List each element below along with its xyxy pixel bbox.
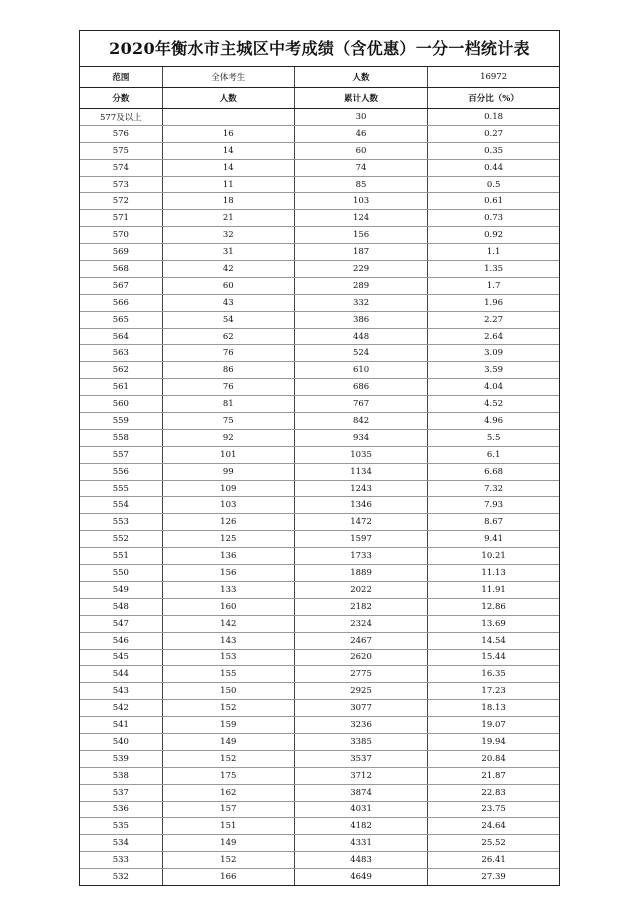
column-header-cumulative: 累计人数 xyxy=(294,88,427,109)
cell-count: 14 xyxy=(162,142,294,159)
cell-score: 569 xyxy=(80,244,162,261)
cell-score: 558 xyxy=(80,429,162,446)
table-row xyxy=(80,666,559,683)
cell-cumulative: 229 xyxy=(294,261,427,278)
cell-count: 175 xyxy=(162,767,294,784)
cell-cumulative: 60 xyxy=(294,142,427,159)
cell-cumulative: 1597 xyxy=(294,531,427,548)
cell-percent: 0.27 xyxy=(428,125,559,142)
count-label: 人数 xyxy=(294,67,427,88)
cell-count: 60 xyxy=(162,277,294,294)
cell-count: 166 xyxy=(162,869,294,885)
cell-score: 556 xyxy=(80,463,162,480)
cell-cumulative: 4182 xyxy=(294,818,427,835)
cell-percent: 24.64 xyxy=(428,818,559,835)
cell-cumulative: 2182 xyxy=(294,598,427,615)
cell-score: 555 xyxy=(80,480,162,497)
cell-cumulative: 30 xyxy=(294,109,427,126)
table-row xyxy=(80,446,559,463)
cell-count: 160 xyxy=(162,598,294,615)
cell-count: 16 xyxy=(162,125,294,142)
table-row xyxy=(80,767,559,784)
table-row xyxy=(80,362,559,379)
cell-percent: 22.83 xyxy=(428,784,559,801)
table-row xyxy=(80,683,559,700)
table-row xyxy=(80,548,559,565)
header-row xyxy=(80,88,559,109)
cell-cumulative: 3537 xyxy=(294,750,427,767)
cell-count: 149 xyxy=(162,835,294,852)
cell-cumulative: 4331 xyxy=(294,835,427,852)
cell-count: 156 xyxy=(162,565,294,582)
cell-percent: 25.52 xyxy=(428,835,559,852)
cell-count: 31 xyxy=(162,244,294,261)
table-row xyxy=(80,801,559,818)
cell-percent: 0.92 xyxy=(428,227,559,244)
cell-cumulative: 1346 xyxy=(294,497,427,514)
score-table xyxy=(80,67,559,885)
cell-count: 151 xyxy=(162,818,294,835)
cell-cumulative: 3236 xyxy=(294,717,427,734)
cell-cumulative: 3712 xyxy=(294,767,427,784)
table-row xyxy=(80,835,559,852)
cell-count: 81 xyxy=(162,396,294,413)
table-row xyxy=(80,125,559,142)
cell-percent: 1.35 xyxy=(428,261,559,278)
cell-cumulative: 2467 xyxy=(294,632,427,649)
cell-count: 162 xyxy=(162,784,294,801)
table-row xyxy=(80,176,559,193)
cell-cumulative: 289 xyxy=(294,277,427,294)
cell-count: 11 xyxy=(162,176,294,193)
cell-count: 152 xyxy=(162,750,294,767)
cell-score: 541 xyxy=(80,717,162,734)
range-value: 全体考生 xyxy=(162,67,294,88)
cell-count: 142 xyxy=(162,615,294,632)
cell-count: 152 xyxy=(162,700,294,717)
cell-score: 577及以上 xyxy=(80,109,162,126)
cell-cumulative: 2620 xyxy=(294,649,427,666)
cell-score: 564 xyxy=(80,328,162,345)
cell-count: 149 xyxy=(162,733,294,750)
cell-score: 573 xyxy=(80,176,162,193)
cell-score: 576 xyxy=(80,125,162,142)
cell-cumulative: 85 xyxy=(294,176,427,193)
cell-count: 143 xyxy=(162,632,294,649)
cell-score: 559 xyxy=(80,413,162,430)
cell-cumulative: 1243 xyxy=(294,480,427,497)
cell-score: 575 xyxy=(80,142,162,159)
cell-count: 133 xyxy=(162,581,294,598)
table-row xyxy=(80,598,559,615)
cell-percent: 6.1 xyxy=(428,446,559,463)
table-row xyxy=(80,750,559,767)
table-row xyxy=(80,210,559,227)
table-row xyxy=(80,497,559,514)
cell-percent: 7.32 xyxy=(428,480,559,497)
cell-score: 570 xyxy=(80,227,162,244)
cell-percent: 0.5 xyxy=(428,176,559,193)
cell-score: 553 xyxy=(80,514,162,531)
cell-score: 538 xyxy=(80,767,162,784)
cell-cumulative: 187 xyxy=(294,244,427,261)
column-header-percent: 百分比（%） xyxy=(428,88,559,109)
cell-score: 543 xyxy=(80,683,162,700)
cell-cumulative: 2775 xyxy=(294,666,427,683)
cell-cumulative: 610 xyxy=(294,362,427,379)
table-body xyxy=(80,109,559,885)
cell-cumulative: 1134 xyxy=(294,463,427,480)
cell-score: 545 xyxy=(80,649,162,666)
cell-percent: 19.94 xyxy=(428,733,559,750)
cell-cumulative: 686 xyxy=(294,379,427,396)
table-row xyxy=(80,700,559,717)
table-row xyxy=(80,109,559,126)
cell-score: 557 xyxy=(80,446,162,463)
cell-cumulative: 332 xyxy=(294,294,427,311)
cell-score: 562 xyxy=(80,362,162,379)
table-row xyxy=(80,784,559,801)
meta-row xyxy=(80,67,559,88)
cell-count: 14 xyxy=(162,159,294,176)
cell-score: 554 xyxy=(80,497,162,514)
cell-cumulative: 1472 xyxy=(294,514,427,531)
cell-percent: 27.39 xyxy=(481,872,506,883)
table-row xyxy=(80,615,559,632)
cell-percent: 10.21 xyxy=(428,548,559,565)
cell-percent: 12.86 xyxy=(428,598,559,615)
cell-score: 552 xyxy=(80,531,162,548)
cell-count: 155 xyxy=(162,666,294,683)
cell-percent: 2.27 xyxy=(428,311,559,328)
cell-percent: 11.13 xyxy=(428,565,559,582)
table-row xyxy=(80,565,559,582)
cell-percent: 7.93 xyxy=(428,497,559,514)
table-row xyxy=(80,818,559,835)
cell-score: 537 xyxy=(80,784,162,801)
cell-percent: 11.91 xyxy=(428,581,559,598)
cell-score: 549 xyxy=(80,581,162,598)
cell-score: 544 xyxy=(80,666,162,683)
table-row xyxy=(80,429,559,446)
cell-count: 75 xyxy=(162,413,294,430)
table-row xyxy=(80,869,559,885)
cell-percent: 3.09 xyxy=(428,345,559,362)
cell-count: 152 xyxy=(162,852,294,869)
cell-cumulative: 74 xyxy=(294,159,427,176)
cell-percent: 20.84 xyxy=(428,750,559,767)
cell-count: 32 xyxy=(162,227,294,244)
cell-count: 136 xyxy=(162,548,294,565)
cell-count: 153 xyxy=(162,649,294,666)
table-row xyxy=(80,345,559,362)
cell-score: 567 xyxy=(80,277,162,294)
cell-count: 18 xyxy=(162,193,294,210)
cell-cumulative: 524 xyxy=(294,345,427,362)
table-row xyxy=(80,311,559,328)
cell-count: 150 xyxy=(162,683,294,700)
cell-count: 54 xyxy=(162,311,294,328)
cell-score: 571 xyxy=(80,210,162,227)
range-label: 范围 xyxy=(80,67,162,88)
table-row xyxy=(80,733,559,750)
cell-percent: 13.69 xyxy=(428,615,559,632)
cell-cumulative: 156 xyxy=(294,227,427,244)
table-row xyxy=(80,328,559,345)
table-row xyxy=(80,514,559,531)
cell-percent: 26.41 xyxy=(428,852,559,869)
cell-score: 539 xyxy=(80,750,162,767)
cell-cumulative: 448 xyxy=(294,328,427,345)
cell-percent: 14.54 xyxy=(428,632,559,649)
cell-cumulative: 4483 xyxy=(294,852,427,869)
table-row xyxy=(80,261,559,278)
column-header-score: 分数 xyxy=(80,88,162,109)
cell-percent: 16.35 xyxy=(428,666,559,683)
cell-score: 547 xyxy=(80,615,162,632)
cell-percent: 4.96 xyxy=(428,413,559,430)
cell-score: 572 xyxy=(80,193,162,210)
cell-cumulative: 46 xyxy=(294,125,427,142)
cell-count: 62 xyxy=(162,328,294,345)
cell-score: 533 xyxy=(80,852,162,869)
cell-cumulative: 842 xyxy=(294,413,427,430)
cell-percent: 4.52 xyxy=(428,396,559,413)
table-row xyxy=(80,632,559,649)
cell-score: 546 xyxy=(80,632,162,649)
table-row xyxy=(80,649,559,666)
cell-percent: 4.04 xyxy=(428,379,559,396)
cell-percent: 5.5 xyxy=(428,429,559,446)
cell-percent: 1.1 xyxy=(428,244,559,261)
cell-score: 536 xyxy=(80,801,162,818)
cell-cumulative: 2022 xyxy=(294,581,427,598)
cell-percent: 1.7 xyxy=(428,277,559,294)
cell-score: 565 xyxy=(80,311,162,328)
cell-percent: 0.44 xyxy=(428,159,559,176)
cell-score: 568 xyxy=(80,261,162,278)
table-row xyxy=(80,244,559,261)
table-row xyxy=(80,227,559,244)
cell-percent: 17.23 xyxy=(428,683,559,700)
cell-percent: 15.44 xyxy=(428,649,559,666)
cell-count: 125 xyxy=(162,531,294,548)
cell-percent: 18.13 xyxy=(428,700,559,717)
table-row xyxy=(80,480,559,497)
cell-percent: 23.75 xyxy=(428,801,559,818)
cell-count: 86 xyxy=(162,362,294,379)
table-row xyxy=(80,193,559,210)
cell-cumulative: 934 xyxy=(294,429,427,446)
cell-count xyxy=(162,109,294,126)
page-title: 2020年衡水市主城区中考成绩（含优惠）一分一档统计表 xyxy=(80,31,559,67)
cell-score: 534 xyxy=(80,835,162,852)
cell-cumulative: 1035 xyxy=(294,446,427,463)
cell-score: 560 xyxy=(80,396,162,413)
cell-count: 101 xyxy=(162,446,294,463)
cell-cumulative: 767 xyxy=(294,396,427,413)
score-distribution-sheet xyxy=(79,30,560,886)
count-value: 16972 xyxy=(428,67,559,88)
cell-score: 540 xyxy=(80,733,162,750)
cell-cumulative: 124 xyxy=(294,210,427,227)
cell-count: 126 xyxy=(162,514,294,531)
cell-count: 92 xyxy=(162,429,294,446)
cell-cumulative: 3077 xyxy=(294,700,427,717)
cell-score: 551 xyxy=(80,548,162,565)
cell-cumulative: 386 xyxy=(294,311,427,328)
cell-percent: 6.68 xyxy=(428,463,559,480)
cell-percent: 0.61 xyxy=(428,193,559,210)
cell-count: 76 xyxy=(162,379,294,396)
cell-percent: 21.87 xyxy=(428,767,559,784)
cell-percent: 19.07 xyxy=(428,717,559,734)
cell-cumulative: 1889 xyxy=(294,565,427,582)
column-header-count: 人数 xyxy=(162,88,294,109)
cell-percent: 0.73 xyxy=(428,210,559,227)
cell-percent: 2.64 xyxy=(428,328,559,345)
cell-score: 561 xyxy=(80,379,162,396)
table-row xyxy=(80,581,559,598)
cell-cumulative: 2324 xyxy=(294,615,427,632)
cell-percent: 3.59 xyxy=(428,362,559,379)
cell-count: 99 xyxy=(162,463,294,480)
table-row xyxy=(80,159,559,176)
cell-percent: 0.35 xyxy=(428,142,559,159)
table-row xyxy=(80,294,559,311)
cell-count: 42 xyxy=(162,261,294,278)
cell-cumulative: 3874 xyxy=(294,784,427,801)
cell-percent: 9.41 xyxy=(428,531,559,548)
cell-cumulative: 4031 xyxy=(294,801,427,818)
cell-cumulative: 2925 xyxy=(294,683,427,700)
cell-score: 532 xyxy=(80,869,162,885)
cell-count: 21 xyxy=(162,210,294,227)
cell-score: 542 xyxy=(80,700,162,717)
cell-count: 43 xyxy=(162,294,294,311)
cell-count: 159 xyxy=(162,717,294,734)
cell-count: 76 xyxy=(162,345,294,362)
cell-cumulative: 1733 xyxy=(294,548,427,565)
table-row xyxy=(80,142,559,159)
cell-score: 566 xyxy=(80,294,162,311)
table-row xyxy=(80,717,559,734)
table-row xyxy=(80,852,559,869)
cell-score: 535 xyxy=(80,818,162,835)
cell-percent: 1.96 xyxy=(428,294,559,311)
cell-score: 574 xyxy=(80,159,162,176)
cell-percent: 8.67 xyxy=(428,514,559,531)
cell-score: 563 xyxy=(80,345,162,362)
table-row xyxy=(80,531,559,548)
cell-count: 109 xyxy=(162,480,294,497)
cell-count: 103 xyxy=(162,497,294,514)
cell-cumulative: 4649 xyxy=(294,869,427,885)
cell-score: 550 xyxy=(80,565,162,582)
table-row xyxy=(80,396,559,413)
cell-count: 157 xyxy=(162,801,294,818)
table-row xyxy=(80,379,559,396)
table-row xyxy=(80,277,559,294)
cell-percent: 0.18 xyxy=(428,109,559,126)
table-row xyxy=(80,463,559,480)
cell-cumulative: 3385 xyxy=(294,733,427,750)
cell-score: 548 xyxy=(80,598,162,615)
table-row xyxy=(80,413,559,430)
cell-cumulative: 103 xyxy=(294,193,427,210)
